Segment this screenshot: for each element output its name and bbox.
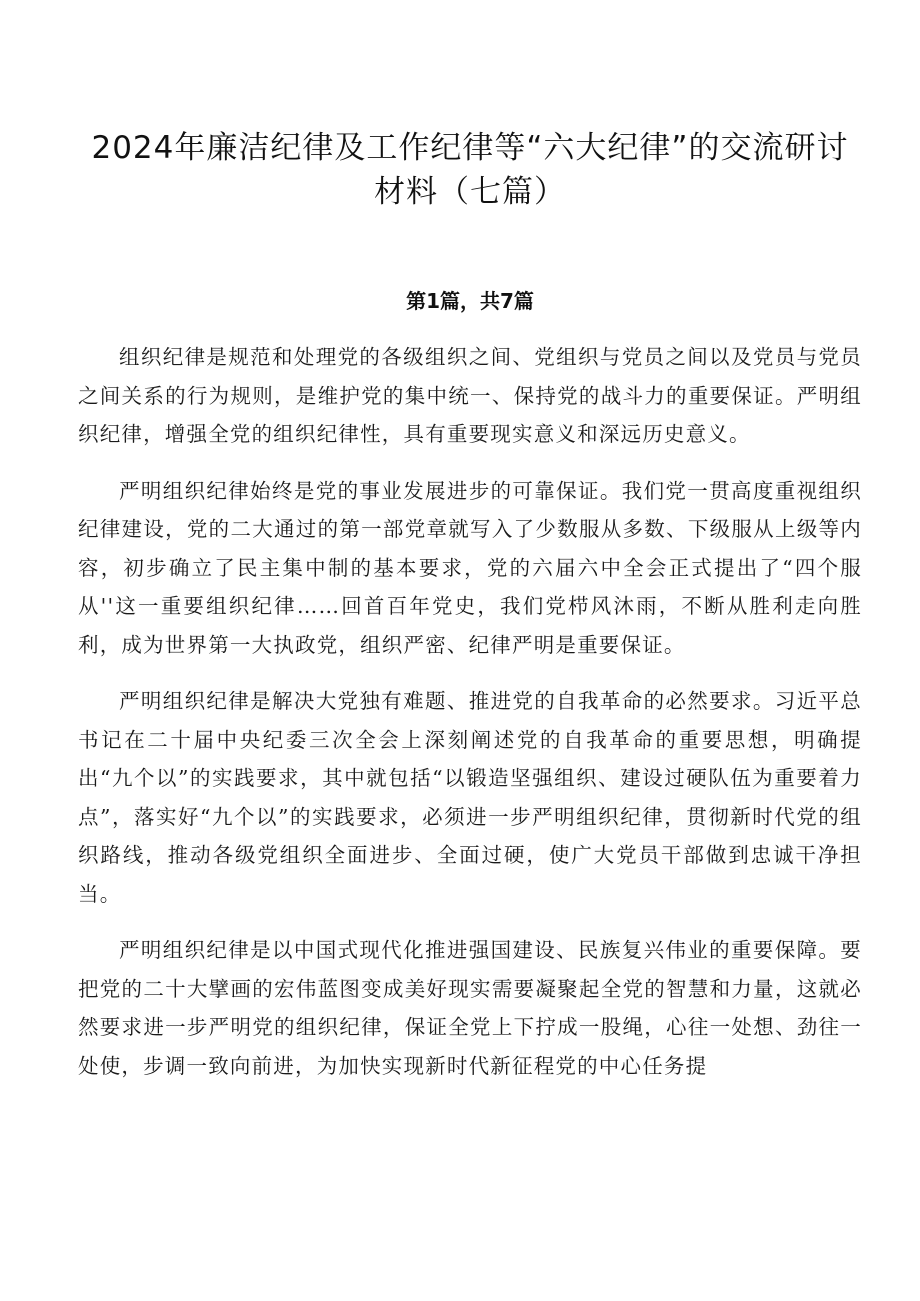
paragraph-1: 组织纪律是规范和处理党的各级组织之间、党组织与党员之间以及党员与党员之间关系的行为规则，是维护党的集中统一、保持党的战斗力的重要保证。严明组织纪律，增强全党的组织纪律性，具有重要现实意义和深远历史意义。 bbox=[78, 345, 862, 446]
document-title bbox=[78, 126, 862, 214]
section-heading: 第1篇，共7篇 bbox=[406, 289, 534, 313]
document-title-line-1: 2024年廉洁纪律及工作纪律等“六大纪律”的交流研讨 bbox=[91, 130, 849, 166]
paragraph-3: 严明组织纪律是解决大党独有难题、推进党的自我革命的必然要求。习近平总书记在二十届中央纪委三次全会上深刻阐述党的自我革命的重要思想，明确提出“九个以”的实践要求，其中就包括“以锻造坚强组织、建设过硬队伍为重要着力点”，落实好“九个以”的实践要求，必须进一步严明组织纪律，贯彻新时代党的组织路线，推动各级党组织全面进步、全面过硬，使广大党员干部做到忠诚干净担当。 bbox=[78, 689, 862, 906]
document-title-line-2: 材料（七篇） bbox=[374, 174, 566, 210]
paragraph-2: 严明组织纪律始终是党的事业发展进步的可靠保证。我们党一贯高度重视组织纪律建设，党的二大通过的第一部党章就写入了少数服从多数、下级服从上级等内容，初步确立了民主集中制的基本要求，党的六届六中全会正式提出了“四个服从''这一重要组织纪律……回首百年党史，我们党栉风沐雨，不断从胜利走向胜利，成为世界第一大执政党，组织严密、纪律严明是重要保证。 bbox=[78, 478, 862, 657]
paragraph-4: 严明组织纪律是以中国式现代化推进强国建设、民族复兴伟业的重要保障。要把党的二十大擘画的宏伟蓝图变成美好现实需要凝聚起全党的智慧和力量，这就必然要求进一步严明党的组织纪律，保证全党上下拧成一股绳，心往一处想、劲往一处使，步调一致向前进，为加快实现新时代新征程党的中心任务提 bbox=[78, 938, 862, 1078]
